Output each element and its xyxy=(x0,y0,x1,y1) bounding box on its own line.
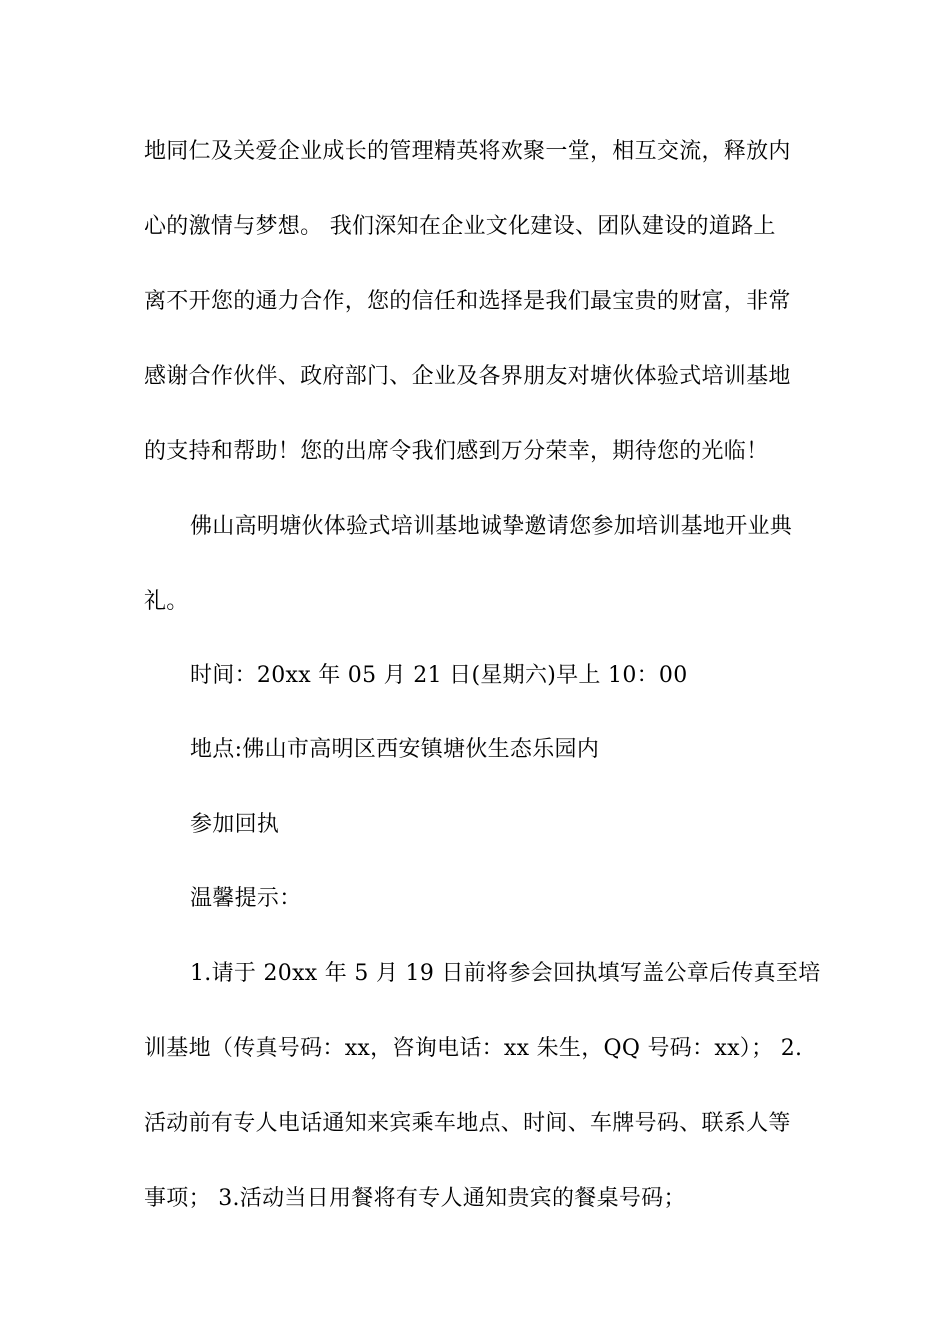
invitation-line: 佛山高明塘伙体验式培训基地诚挚邀请您参加培训基地开业典 xyxy=(190,514,793,539)
event-location: 地点:佛山市高明区西安镇塘伙生态乐园内 xyxy=(190,737,600,762)
tips-line: 活动前有专人电话通知来宾乘车地点、时间、车牌号码、联系人等 xyxy=(144,1111,791,1136)
invitation-line: 礼。 xyxy=(144,589,189,614)
paragraph-line: 地同仁及关爱企业成长的管理精英将欢聚一堂，相互交流，释放内 xyxy=(144,139,791,164)
tips-line: 事项； 3.活动当日用餐将有专人通知贵宾的餐桌号码； xyxy=(144,1186,686,1211)
event-time: 时间：20xx 年 05 月 21 日(星期六)早上 10：00 xyxy=(190,663,688,688)
paragraph-line: 心的激情与梦想。 我们深知在企业文化建设、团队建设的道路上 xyxy=(144,214,776,239)
tips-heading: 温馨提示： xyxy=(190,886,302,911)
tips-line: 1.请于 20xx 年 5 月 19 日前将参会回执填写盖公章后传真至培 xyxy=(190,961,821,986)
rsvp-heading: 参加回执 xyxy=(190,812,280,837)
paragraph-line: 感谢合作伙伴、政府部门、企业及各界朋友对塘伙体验式培训基地 xyxy=(144,364,791,389)
paragraph-line: 离不开您的通力合作，您的信任和选择是我们最宝贵的财富，非常 xyxy=(144,289,791,314)
paragraph-line: 的支持和帮助！您的出席令我们感到万分荣幸，期待您的光临！ xyxy=(144,439,769,464)
tips-line: 训基地（传真号码：xx，咨询电话：xx 朱生，QQ 号码：xx）； 2. xyxy=(144,1036,803,1061)
